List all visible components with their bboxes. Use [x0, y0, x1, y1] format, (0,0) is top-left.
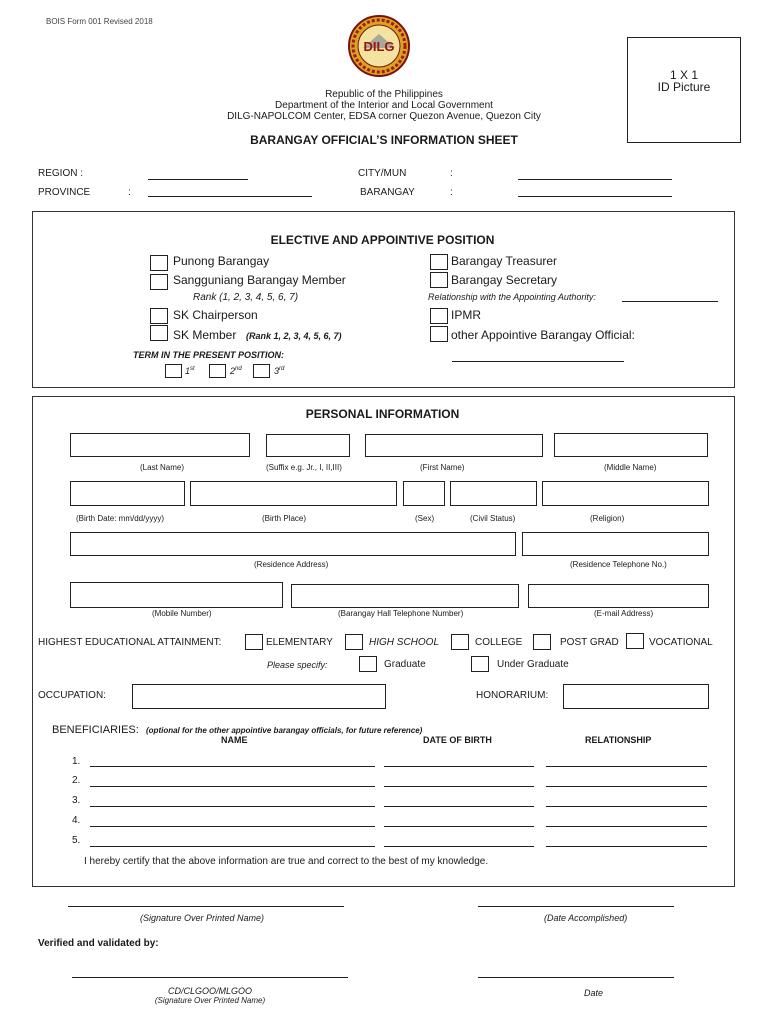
relationship-field[interactable] — [622, 301, 718, 302]
under-graduate-label: Under Graduate — [497, 659, 569, 670]
term-2nd-label: 2nd — [230, 366, 242, 376]
birth-place-caption: (Birth Place) — [262, 514, 307, 523]
beneficiary-row-number: 1. — [72, 756, 81, 767]
occupation-label: OCCUPATION: — [38, 690, 106, 701]
verifier-date-caption: Date — [584, 988, 604, 998]
header-department: Department of the Interior and Local Government — [275, 100, 493, 111]
secretary-label: Barangay Secretary — [451, 273, 558, 287]
beneficiary-name-field[interactable] — [90, 826, 375, 827]
hall-tel-input[interactable] — [291, 584, 519, 608]
civil-status-input[interactable] — [450, 481, 537, 506]
punong-barangay-checkbox[interactable] — [150, 255, 168, 271]
beneficiary-relationship-field[interactable] — [546, 786, 707, 787]
beneficiary-name-field[interactable] — [90, 766, 375, 767]
beneficiary-relationship-field[interactable] — [546, 766, 707, 767]
middle-name-input[interactable] — [554, 433, 708, 457]
sk-member-label: SK Member — [173, 328, 237, 342]
hall-tel-caption: (Barangay Hall Telephone Number) — [338, 609, 464, 618]
sk-member-rank: (Rank 1, 2, 3, 4, 5, 6, 7) — [246, 331, 342, 341]
under-graduate-checkbox[interactable] — [471, 656, 489, 672]
province-colon: : — [128, 187, 131, 198]
signature-line[interactable] — [68, 906, 344, 907]
province-label: PROVINCE — [38, 187, 91, 198]
sangguniang-label: Sangguniang Barangay Member — [173, 273, 346, 287]
rank-label: Rank (1, 2, 3, 4, 5, 6, 7) — [193, 292, 299, 303]
birth-date-caption: (Birth Date: mm/dd/yyyy) — [76, 514, 165, 523]
birth-date-input[interactable] — [70, 481, 185, 506]
page-title: BARANGAY OFFICIAL’S INFORMATION SHEET — [250, 133, 518, 147]
beneficiary-dob-header: DATE OF BIRTH — [423, 735, 492, 745]
first-name-input[interactable] — [365, 434, 543, 457]
header-republic: Republic of the Philippines — [325, 89, 443, 100]
residence-tel-input[interactable] — [522, 532, 709, 556]
beneficiaries-note: (optional for the other appointive barangay officials, for future reference) — [146, 726, 423, 735]
personal-title: PERSONAL INFORMATION — [305, 407, 460, 421]
ipmr-label: IPMR — [451, 308, 481, 322]
elementary-checkbox[interactable] — [245, 634, 263, 650]
beneficiary-dob-field[interactable] — [384, 786, 534, 787]
suffix-input[interactable] — [266, 434, 350, 457]
sangguniang-checkbox[interactable] — [150, 274, 168, 290]
honorarium-input[interactable] — [563, 684, 709, 709]
other-appointive-checkbox[interactable] — [430, 326, 448, 342]
beneficiary-relationship-field[interactable] — [546, 846, 707, 847]
beneficiary-row-number: 4. — [72, 815, 81, 826]
post-grad-label: POST GRAD — [560, 637, 619, 648]
beneficiary-row-number: 5. — [72, 835, 81, 846]
high-school-label: HIGH SCHOOL — [369, 637, 440, 648]
beneficiary-dob-field[interactable] — [384, 846, 534, 847]
signature-caption: (Signature Over Printed Name) — [140, 913, 265, 923]
other-appointive-label: other Appointive Barangay Official: — [451, 328, 635, 342]
id-picture-line2: ID Picture — [657, 80, 711, 94]
beneficiary-name-field[interactable] — [90, 846, 375, 847]
sk-member-checkbox[interactable] — [150, 325, 168, 341]
mobile-input[interactable] — [70, 582, 283, 608]
region-label: REGION : — [38, 168, 84, 179]
beneficiary-relationship-field[interactable] — [546, 826, 707, 827]
beneficiary-relationship-header: RELATIONSHIP — [585, 735, 652, 745]
verifier-title: CD/CLGOO/MLGOO — [167, 986, 252, 996]
barangay-colon: : — [450, 187, 453, 198]
term-2nd-checkbox[interactable] — [209, 364, 226, 378]
beneficiary-name-field[interactable] — [90, 786, 375, 787]
verifier-signature-line[interactable] — [72, 977, 348, 978]
sex-caption: (Sex) — [415, 514, 435, 523]
elementary-label: ELEMENTARY — [266, 637, 333, 648]
honorarium-label: HONORARIUM: — [476, 690, 549, 701]
beneficiary-dob-field[interactable] — [384, 826, 534, 827]
term-1st-checkbox[interactable] — [165, 364, 182, 378]
ipmr-checkbox[interactable] — [430, 308, 448, 324]
beneficiary-dob-field[interactable] — [384, 766, 534, 767]
beneficiary-row-number: 2. — [72, 775, 81, 786]
beneficiary-row-number: 3. — [72, 795, 81, 806]
treasurer-checkbox[interactable] — [430, 254, 448, 270]
other-appointive-field[interactable] — [452, 361, 624, 362]
graduate-label: Graduate — [384, 659, 426, 670]
svg-text:DILG: DILG — [363, 39, 395, 54]
date-accomplished-caption: (Date Accomplished) — [544, 913, 628, 923]
term-3rd-label: 3rd — [274, 366, 285, 376]
last-name-caption: (Last Name) — [140, 463, 185, 472]
college-label: COLLEGE — [475, 637, 523, 648]
civil-status-caption: (Civil Status) — [470, 514, 516, 523]
form-code: BOIS Form 001 Revised 2018 — [46, 17, 153, 26]
term-3rd-checkbox[interactable] — [253, 364, 270, 378]
relationship-label: Relationship with the Appointing Authority: — [428, 292, 596, 302]
sex-input[interactable] — [403, 481, 445, 506]
dilg-logo — [341, 14, 417, 78]
college-checkbox[interactable] — [451, 634, 469, 650]
religion-caption: (Religion) — [590, 514, 625, 523]
residence-tel-caption: (Residence Telephone No.) — [570, 560, 667, 569]
graduate-checkbox[interactable] — [359, 656, 377, 672]
date-accomplished-line[interactable] — [478, 906, 674, 907]
occupation-input[interactable] — [132, 684, 386, 709]
last-name-input[interactable] — [70, 433, 250, 457]
religion-input[interactable] — [542, 481, 709, 506]
header-address: DILG-NAPOLCOM Center, EDSA corner Quezon Avenue, Quezon City — [227, 111, 541, 122]
residence-address-caption: (Residence Address) — [254, 560, 329, 569]
beneficiary-relationship-field[interactable] — [546, 806, 707, 807]
barangay-field[interactable] — [518, 196, 672, 197]
secretary-checkbox[interactable] — [430, 272, 448, 288]
position-title: ELECTIVE AND APPOINTIVE POSITION — [270, 233, 495, 247]
verifier-signature-caption: (Signature Over Printed Name) — [154, 996, 266, 1005]
beneficiary-dob-field[interactable] — [384, 806, 534, 807]
education-label: HIGHEST EDUCATIONAL ATTAINMENT: — [38, 637, 222, 648]
middle-name-caption: (Middle Name) — [604, 463, 657, 472]
please-specify-label: Please specify: — [267, 660, 328, 670]
certification-text: I hereby certify that the above information are true and correct to the best of my knowledge. — [84, 856, 489, 867]
sk-chairperson-checkbox[interactable] — [150, 308, 168, 324]
city-field[interactable] — [518, 179, 672, 180]
term-1st-label: 1st — [185, 366, 195, 376]
treasurer-label: Barangay Treasurer — [451, 254, 558, 268]
post-grad-checkbox[interactable] — [533, 634, 551, 650]
id-picture-line1: 1 X 1 — [669, 68, 699, 82]
vocational-label: VOCATIONAL — [649, 637, 713, 648]
province-field[interactable] — [148, 196, 312, 197]
barangay-label: BARANGAY — [360, 187, 415, 198]
punong-barangay-label: Punong Barangay — [173, 254, 270, 268]
vocational-checkbox[interactable] — [626, 633, 644, 649]
mobile-caption: (Mobile Number) — [152, 609, 212, 618]
suffix-caption: (Suffix e.g. Jr., I, II,III) — [266, 463, 342, 472]
birth-place-input[interactable] — [190, 481, 397, 506]
verified-label: Verified and validated by: — [38, 938, 159, 949]
email-caption: (E-mail Address) — [594, 609, 654, 618]
sk-chairperson-label: SK Chairperson — [173, 308, 258, 322]
verifier-date-line[interactable] — [478, 977, 674, 978]
beneficiary-name-field[interactable] — [90, 806, 375, 807]
term-label: TERM IN THE PRESENT POSITION: — [133, 350, 285, 360]
email-input[interactable] — [528, 584, 709, 608]
city-label: CITY/MUN — [358, 168, 407, 179]
city-colon: : — [450, 168, 453, 179]
high-school-checkbox[interactable] — [345, 634, 363, 650]
beneficiaries-label: BENEFICIARIES: — [52, 724, 139, 736]
residence-address-input[interactable] — [70, 532, 516, 556]
first-name-caption: (First Name) — [420, 463, 465, 472]
beneficiary-name-header: NAME — [221, 735, 248, 745]
region-field[interactable] — [148, 179, 248, 180]
